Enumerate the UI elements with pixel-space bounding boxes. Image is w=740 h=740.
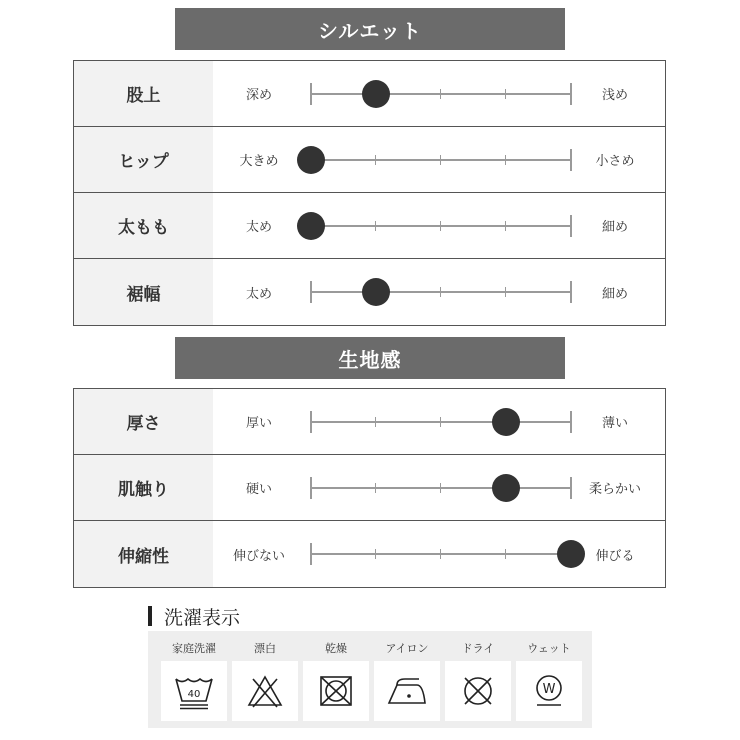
- scale-left-label: 厚い: [245, 416, 272, 431]
- scale-tick: [375, 221, 376, 231]
- scale-tick: [440, 287, 441, 297]
- scale-track: [310, 487, 572, 489]
- care-icon-frame: [303, 661, 369, 721]
- scale-marker: [362, 278, 390, 306]
- scale-right-label: 細め: [601, 286, 628, 302]
- washtub-40-icon: [172, 671, 216, 711]
- scale-tick: [440, 549, 441, 559]
- rating-scale: [310, 455, 572, 520]
- scale-tick: [440, 417, 441, 427]
- silhouette-row: [74, 61, 665, 127]
- no-bleach-icon: [245, 673, 285, 709]
- rating-scale: [310, 259, 572, 325]
- title-bar: [148, 606, 152, 626]
- care-item: [445, 639, 511, 725]
- scale-tick: [440, 89, 441, 99]
- scale-tick: [375, 483, 376, 493]
- silhouette-header: [175, 8, 565, 50]
- scale-track: [310, 93, 572, 95]
- scale-track: [310, 225, 572, 227]
- care-icon-frame: [232, 661, 298, 721]
- scale-tick: [310, 281, 312, 303]
- scale-tick: [505, 221, 506, 231]
- row-label: 股上: [74, 61, 213, 126]
- scale-left-label: 太め: [245, 220, 272, 235]
- scale-track: [310, 159, 572, 161]
- scale-track: [310, 291, 572, 293]
- scale-left-label: 硬い: [245, 482, 272, 497]
- scale-left-label: 深め: [245, 88, 272, 103]
- row-label: 裾幅: [74, 259, 213, 325]
- scale-tick: [310, 83, 312, 105]
- care-label: ドライ: [461, 642, 495, 655]
- rating-scale: [310, 193, 572, 258]
- silhouette-row: [74, 259, 665, 325]
- care-icon-frame: [445, 661, 511, 721]
- scale-left-label: 大きめ: [239, 154, 279, 169]
- texture-row: [74, 455, 665, 521]
- scale-tick: [440, 221, 441, 231]
- scale-tick: [440, 155, 441, 165]
- care-title-label: 洗濯表示: [164, 606, 241, 629]
- care-label: 乾燥: [325, 642, 347, 655]
- texture-header: [175, 337, 565, 379]
- texture-header-label: 生地感: [338, 347, 402, 372]
- scale-tick: [375, 549, 376, 559]
- scale-tick: [505, 549, 506, 559]
- iron-low-icon: [385, 673, 429, 709]
- texture-table: [73, 388, 666, 588]
- texture-row: [74, 389, 665, 455]
- silhouette-row: [74, 193, 665, 259]
- care-item: [232, 639, 298, 725]
- row-label: ヒップ: [74, 127, 213, 192]
- scale-tick: [310, 543, 312, 565]
- rating-scale: [310, 389, 572, 454]
- scale-right-label: 細め: [601, 220, 628, 235]
- scale-right-label: 薄い: [601, 416, 628, 431]
- rating-scale: [310, 127, 572, 192]
- silhouette-table: [73, 60, 666, 326]
- row-label: 伸縮性: [74, 521, 213, 587]
- scale-tick: [505, 287, 506, 297]
- scale-right-label: 小さめ: [595, 154, 635, 169]
- scale-tick: [310, 477, 312, 499]
- scale-marker: [492, 474, 520, 502]
- care-label: 漂白: [254, 642, 276, 655]
- care-label: ウェット: [527, 642, 571, 655]
- care-item: [303, 639, 369, 725]
- scale-tick: [375, 155, 376, 165]
- scale-right-label: 柔らかい: [588, 482, 641, 497]
- care-label: アイロン: [385, 642, 429, 655]
- scale-tick: [505, 89, 506, 99]
- scale-marker: [362, 80, 390, 108]
- scale-tick: [505, 155, 506, 165]
- scale-marker: [297, 212, 325, 240]
- scale-track: [310, 421, 572, 423]
- care-icon-frame: [374, 661, 440, 721]
- care-item: [374, 639, 440, 725]
- rating-scale: [310, 61, 572, 126]
- scale-right-label: 伸びる: [595, 548, 635, 564]
- scale-tick: [440, 483, 441, 493]
- care-symbols-panel: [148, 631, 592, 728]
- wash-temp-text: 40: [187, 689, 201, 700]
- care-title: [148, 604, 240, 628]
- care-label: 家庭洗濯: [172, 642, 216, 655]
- care-item: [516, 639, 582, 725]
- rating-scale: [310, 521, 572, 587]
- silhouette-row: [74, 127, 665, 193]
- row-label: 厚さ: [74, 389, 213, 454]
- row-label: 肌触り: [74, 455, 213, 520]
- care-icon-frame: [516, 661, 582, 721]
- wet-clean-icon: [529, 671, 569, 711]
- scale-marker: [297, 146, 325, 174]
- scale-tick: [375, 417, 376, 427]
- care-item: [161, 639, 227, 725]
- no-tumble-dry-icon: [316, 673, 356, 709]
- scale-tick: [310, 411, 312, 433]
- texture-row: [74, 521, 665, 587]
- care-icon-frame: [161, 661, 227, 721]
- wet-clean-text: W: [542, 682, 556, 697]
- scale-left-label: 伸びない: [232, 548, 285, 564]
- silhouette-header-label: シルエット: [317, 18, 423, 43]
- scale-marker: [492, 408, 520, 436]
- scale-right-label: 浅め: [601, 88, 628, 103]
- scale-track: [310, 553, 572, 555]
- row-label: 太もも: [74, 193, 213, 258]
- no-dry-clean-icon: [458, 673, 498, 709]
- scale-left-label: 太め: [245, 286, 272, 302]
